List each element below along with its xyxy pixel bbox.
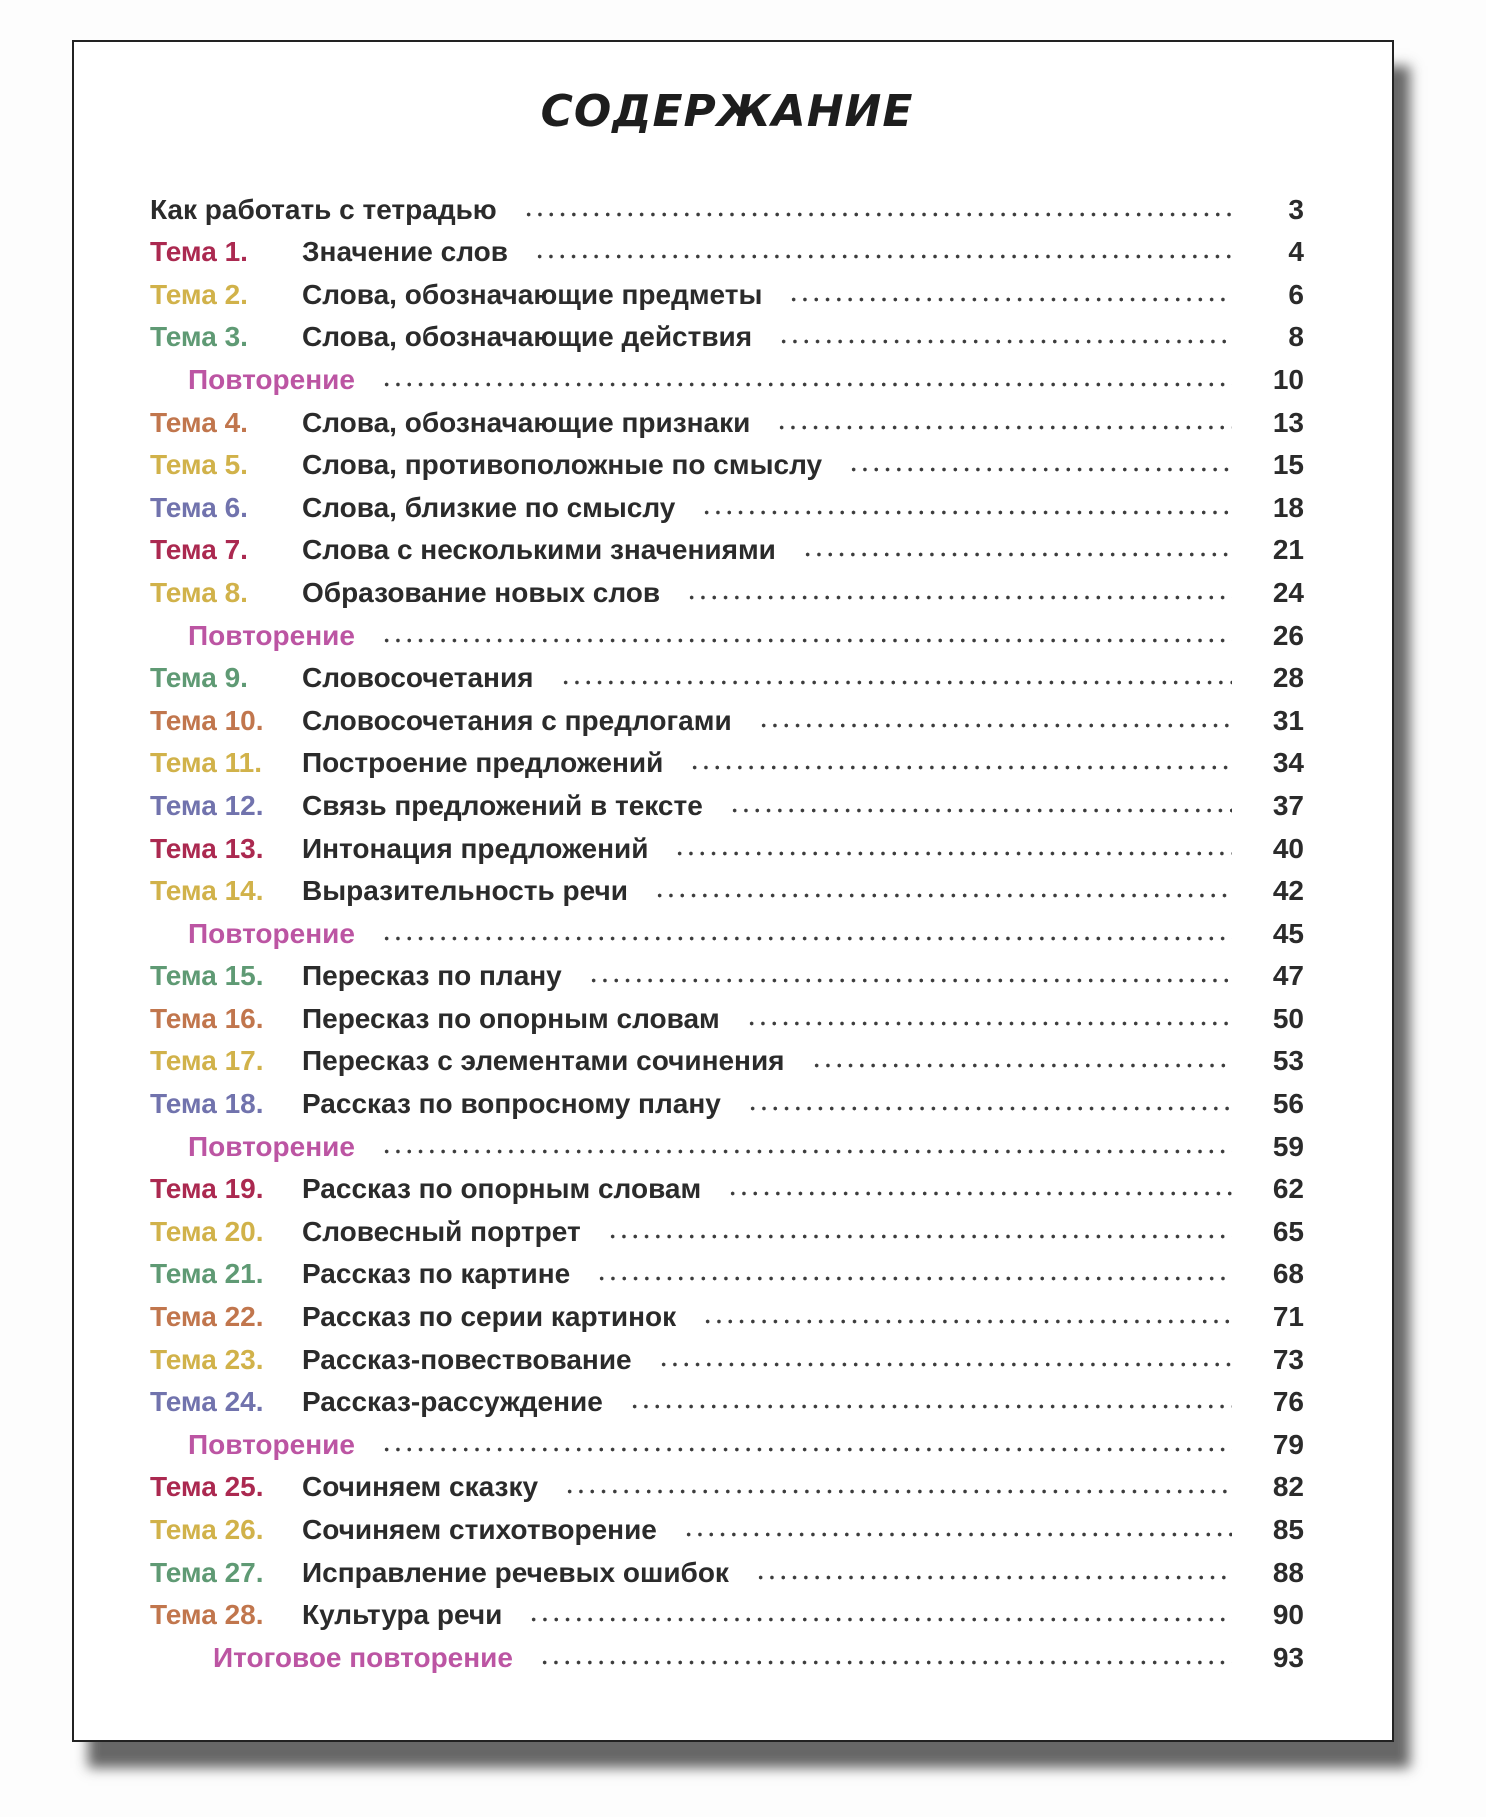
toc-entry-label: Тема 9. (150, 662, 248, 694)
toc-entry-page: 85 (1272, 1514, 1304, 1545)
toc-entry (150, 865, 1304, 908)
toc-entry-title: Как работать с тетрадью (150, 193, 497, 225)
toc-entry (150, 1503, 1304, 1546)
toc-entry-page: 6 (1288, 278, 1304, 310)
dot-leader (689, 765, 1232, 770)
toc-entry (150, 1035, 1304, 1078)
toc-entry-page: 73 (1272, 1343, 1304, 1375)
toc-entry-page: 76 (1272, 1386, 1304, 1418)
toc-entry-label: Тема 6. (150, 491, 248, 523)
toc-list (150, 183, 1304, 1674)
toc-entry-page: 3 (1288, 193, 1304, 225)
toc-entry (150, 609, 1304, 652)
toc-entry-label: Тема 19. (150, 1173, 264, 1205)
toc-entry (150, 737, 1304, 780)
toc-entry-label: Тема 12. (150, 789, 264, 821)
toc-entry (150, 1418, 1304, 1461)
toc-entry-title: Пересказ с элементами сочинения (302, 1045, 785, 1077)
dot-leader (776, 425, 1232, 430)
dot-leader (686, 595, 1232, 600)
dot-leader (523, 212, 1232, 217)
toc-entry-page: 53 (1272, 1045, 1304, 1077)
toc-entry-label: Тема 14. (150, 875, 264, 907)
dot-leader (381, 638, 1232, 643)
toc-entry-title: Слова, близкие по смыслу (302, 491, 676, 523)
toc-entry-page: 15 (1272, 449, 1304, 481)
toc-entry-title: Словесный портрет (302, 1215, 581, 1247)
toc-entry (150, 1077, 1304, 1120)
toc-entry (150, 1163, 1304, 1206)
toc-entry-label: Тема 7. (150, 534, 248, 566)
toc-entry (150, 992, 1304, 1035)
toc-entry (150, 1589, 1304, 1632)
dot-leader (381, 1447, 1232, 1452)
toc-entry-page: 59 (1272, 1130, 1304, 1162)
dot-leader (381, 936, 1232, 941)
toc-entry-label: Тема 18. (150, 1088, 264, 1120)
toc-entry-title: Построение предложений (302, 747, 664, 779)
toc-entry (150, 311, 1304, 354)
toc-entry-title: Значение слов (302, 236, 508, 268)
toc-entry (150, 439, 1304, 482)
dot-leader (702, 1319, 1232, 1324)
toc-entry-title: Исправление речевых ошибок (302, 1556, 729, 1588)
toc-entry-page: 68 (1272, 1258, 1304, 1290)
toc-entry-label: Тема 5. (150, 449, 248, 481)
dot-leader (747, 1106, 1232, 1111)
toc-entry (150, 822, 1304, 865)
toc-entry (150, 652, 1304, 695)
dot-leader (607, 1234, 1232, 1239)
toc-entry-page: 18 (1272, 491, 1304, 523)
toc-entry (150, 694, 1304, 737)
toc-entry-title: Слова, обозначающие признаки (302, 406, 751, 438)
toc-entry-page: 45 (1272, 917, 1304, 949)
toc-entry-title: Слова, противоположные по смыслу (302, 449, 823, 481)
toc-entry-title: Сочиняем сказку (302, 1471, 539, 1503)
toc-entry-title: Выразительность речи (302, 875, 628, 907)
dot-leader (788, 297, 1232, 302)
toc-entry-page: 13 (1272, 406, 1304, 438)
dot-leader (654, 893, 1232, 898)
toc-entry-page: 65 (1272, 1215, 1304, 1247)
toc-entry-title: Слова, обозначающие предметы (302, 278, 763, 310)
dot-leader (596, 1276, 1232, 1281)
toc-entry-title: Культура речи (302, 1599, 503, 1631)
dot-leader (746, 1021, 1232, 1026)
toc-entry-page: 71 (1272, 1301, 1304, 1333)
toc-entry (150, 1631, 1304, 1674)
toc-page (72, 40, 1394, 1742)
toc-entry-label: Тема 28. (150, 1599, 264, 1631)
toc-entry (150, 183, 1304, 226)
toc-entry (150, 1546, 1304, 1589)
toc-entry (150, 1120, 1304, 1163)
toc-entry-page: 31 (1272, 704, 1304, 736)
dot-leader (683, 1532, 1232, 1537)
toc-entry-title: Рассказ по опорным словам (302, 1173, 702, 1205)
toc-entry-title: Сочиняем стихотворение (302, 1514, 657, 1545)
dot-leader (560, 680, 1232, 685)
toc-entry-page: 90 (1272, 1599, 1304, 1631)
toc-entry (150, 268, 1304, 311)
toc-entry-page: 4 (1288, 236, 1304, 268)
toc-entry (150, 1290, 1304, 1333)
toc-entry-page: 28 (1272, 662, 1304, 694)
dot-leader (381, 382, 1232, 387)
toc-entry-title: Словосочетания с предлогами (302, 704, 732, 736)
toc-entry-label: Тема 21. (150, 1258, 264, 1290)
toc-entry (150, 1248, 1304, 1291)
toc-entry-page: 8 (1288, 321, 1304, 353)
toc-entry-label: Тема 11. (150, 747, 262, 779)
toc-entry-label: Тема 27. (150, 1556, 264, 1588)
toc-entry-label: Тема 3. (150, 321, 248, 353)
toc-entry-page: 37 (1272, 789, 1304, 821)
toc-entry (150, 1205, 1304, 1248)
toc-entry-label: Тема 23. (150, 1343, 264, 1375)
toc-entry (150, 226, 1304, 269)
dot-leader (539, 1660, 1232, 1665)
toc-entry-page: 82 (1272, 1471, 1304, 1503)
toc-entry (150, 353, 1304, 396)
dot-leader (778, 339, 1232, 344)
toc-entry (150, 566, 1304, 609)
toc-entry-page: 62 (1272, 1173, 1304, 1205)
toc-entry-title: Пересказ по опорным словам (302, 1002, 720, 1034)
toc-entry-page: 56 (1272, 1088, 1304, 1120)
toc-entry-label: Повторение (188, 619, 355, 651)
toc-entry-label: Повторение (188, 363, 355, 395)
toc-entry-label: Тема 16. (150, 1002, 264, 1034)
dot-leader (528, 1617, 1232, 1622)
toc-entry-label: Итоговое повторение (213, 1641, 513, 1673)
toc-entry-label: Тема 1. (150, 236, 248, 268)
toc-entry-title: Рассказ по вопросному плану (302, 1088, 721, 1120)
toc-entry-label: Тема 20. (150, 1215, 264, 1247)
dot-leader (674, 851, 1232, 856)
toc-entry (150, 1333, 1304, 1376)
toc-entry (150, 779, 1304, 822)
toc-entry-title: Словосочетания (302, 662, 534, 694)
toc-entry (150, 481, 1304, 524)
toc-entry-page: 50 (1272, 1002, 1304, 1034)
dot-leader (629, 1404, 1232, 1409)
toc-entry-page: 79 (1272, 1428, 1304, 1460)
toc-entry-page: 40 (1272, 832, 1304, 864)
dot-leader (848, 467, 1232, 472)
toc-entry-page: 34 (1272, 747, 1304, 779)
toc-entry (150, 524, 1304, 567)
toc-entry-label: Тема 24. (150, 1386, 264, 1418)
toc-entry-title: Рассказ-рассуждение (302, 1386, 603, 1418)
dot-leader (729, 808, 1232, 813)
toc-entry (150, 950, 1304, 993)
toc-entry-page: 10 (1272, 363, 1304, 395)
toc-entry-label: Тема 25. (150, 1471, 264, 1503)
toc-entry-page: 21 (1272, 534, 1304, 566)
toc-entry-label: Повторение (188, 1130, 355, 1162)
toc-entry-title: Рассказ по картине (302, 1258, 571, 1290)
toc-entry-title: Образование новых слов (302, 576, 661, 608)
dot-leader (534, 254, 1232, 259)
toc-entry-label: Повторение (188, 917, 355, 949)
toc-entry-page: 47 (1272, 960, 1304, 992)
dot-leader (564, 1489, 1232, 1494)
dot-leader (802, 552, 1232, 557)
dot-leader (758, 723, 1232, 728)
toc-entry-title: Интонация предложений (302, 832, 649, 864)
page-title: СОДЕРЖАНИЕ (540, 86, 914, 137)
toc-entry-page: 26 (1272, 619, 1304, 651)
toc-entry (150, 907, 1304, 950)
toc-entry-page: 42 (1272, 875, 1304, 907)
toc-entry-title: Связь предложений в тексте (302, 789, 703, 821)
toc-entry (150, 1461, 1304, 1504)
toc-entry-label: Тема 22. (150, 1301, 264, 1333)
toc-entry (150, 1376, 1304, 1419)
toc-entry-label: Тема 10. (150, 704, 264, 736)
toc-entry-label: Тема 13. (150, 832, 264, 864)
toc-entry-page: 24 (1272, 576, 1304, 608)
dot-leader (811, 1063, 1232, 1068)
toc-entry-title: Слова с несколькими значениями (302, 534, 776, 566)
toc-entry (150, 396, 1304, 439)
dot-leader (727, 1191, 1232, 1196)
dot-leader (701, 510, 1232, 515)
toc-entry-page: 93 (1272, 1641, 1304, 1673)
toc-entry-title: Рассказ-повествование (302, 1343, 632, 1375)
toc-entry-page: 88 (1272, 1556, 1304, 1588)
toc-entry-title: Слова, обозначающие действия (302, 321, 753, 353)
dot-leader (755, 1575, 1232, 1580)
toc-entry-label: Тема 26. (150, 1514, 264, 1545)
toc-entry-label: Тема 15. (150, 960, 264, 992)
toc-entry-label: Повторение (188, 1428, 355, 1460)
dot-leader (658, 1362, 1232, 1367)
toc-entry-title: Пересказ по плану (302, 960, 562, 992)
toc-entry-title: Рассказ по серии картинок (302, 1301, 677, 1333)
toc-entry-label: Тема 2. (150, 278, 248, 310)
toc-entry-label: Тема 8. (150, 576, 248, 608)
toc-entry-label: Тема 17. (150, 1045, 264, 1077)
dot-leader (588, 978, 1232, 983)
dot-leader (381, 1149, 1232, 1154)
toc-entry-label: Тема 4. (150, 406, 248, 438)
